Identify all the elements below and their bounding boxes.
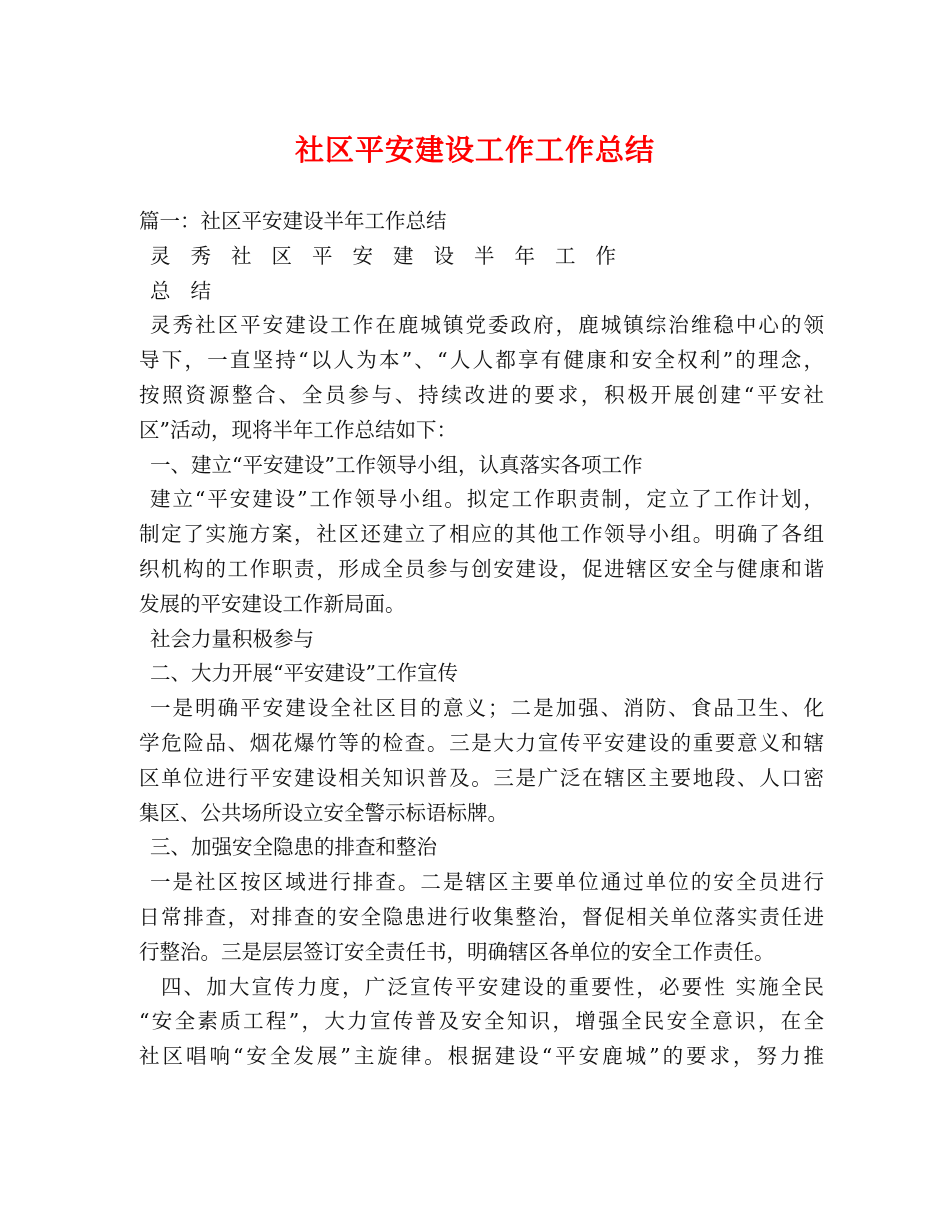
document-body xyxy=(139,204,824,1074)
paragraph-line: 制定了实施方案，社区还建立了相应的其他工作领导小组。明确了各组 xyxy=(139,522,824,547)
paragraph-line: 区单位进行平安建设相关知识普及。三是广泛在辖区主要地段、人口密 xyxy=(139,765,824,790)
section-heading: 三、加强安全隐患的排查和整治 xyxy=(150,835,437,860)
paragraph-line: 社区唱响“安全发展”主旋律。根据建设“平安鹿城”的要求，努力推 xyxy=(139,1044,824,1069)
paragraph-line: 发展的平安建设工作新局面。 xyxy=(139,591,406,616)
paragraph-line: 行整治。三是层层签订安全责任书，明确辖区各单位的安全工作责任。 xyxy=(139,939,775,964)
paragraph-line: 灵秀社区平安建设工作在鹿城镇党委政府，鹿城镇综治维稳中心的领 xyxy=(150,313,824,338)
paragraph-line: 社会力量积极参与 xyxy=(150,626,314,651)
paragraph-line: 一是明确平安建设全社区目的意义；二是加强、消防、食品卫生、化 xyxy=(150,696,824,721)
paragraph-line: 学危险品、烟花爆竹等的检查。三是大力宣传平安建设的重要意义和辖 xyxy=(139,730,824,755)
paragraph-line: 导下，一直坚持“以人为本”、“人人都享有健康和安全权利”的理念， xyxy=(139,348,824,373)
section-heading: 篇一：社区平安建设半年工作总结 xyxy=(139,209,447,233)
paragraph-line: 区”活动，现将半年工作总结如下： xyxy=(139,417,457,442)
paragraph-line: 一是社区按区域进行排查。二是辖区主要单位通过单位的安全员进行 xyxy=(150,870,824,895)
paragraph-line: 集区、公共场所设立安全警示标语标牌。 xyxy=(139,800,508,825)
subtitle-line: 灵秀社区平安建设半年工作 xyxy=(150,243,636,268)
paragraph-line: 建立“平安建设”工作领导小组。拟定工作职责制，定立了工作计划， xyxy=(150,487,824,512)
document-title: 社区平安建设工作工作总结 xyxy=(294,133,655,167)
subtitle-line: 总结 xyxy=(150,278,231,303)
paragraph-line: “安全素质工程”，大力宣传普及安全知识，增强全民安全意识，在全 xyxy=(139,1009,824,1034)
paragraph-line: 日常排查，对排查的安全隐患进行收集整治，督促相关单位落实责任进 xyxy=(139,904,824,929)
section-heading: 一、建立“平安建设”工作领导小组，认真落实各项工作 xyxy=(150,452,643,477)
paragraph-line: 按照资源整合、全员参与、持续改进的要求，积极开展创建“平安社 xyxy=(139,382,824,407)
section-heading: 四、加大宣传力度，广泛宣传平安建设的重要性，必要性 实施全民 xyxy=(161,974,824,999)
paragraph-line: 织机构的工作职责，形成全员参与创安建设，促进辖区安全与健康和谐 xyxy=(139,556,824,581)
section-heading: 二、大力开展“平安建设”工作宣传 xyxy=(150,661,458,686)
